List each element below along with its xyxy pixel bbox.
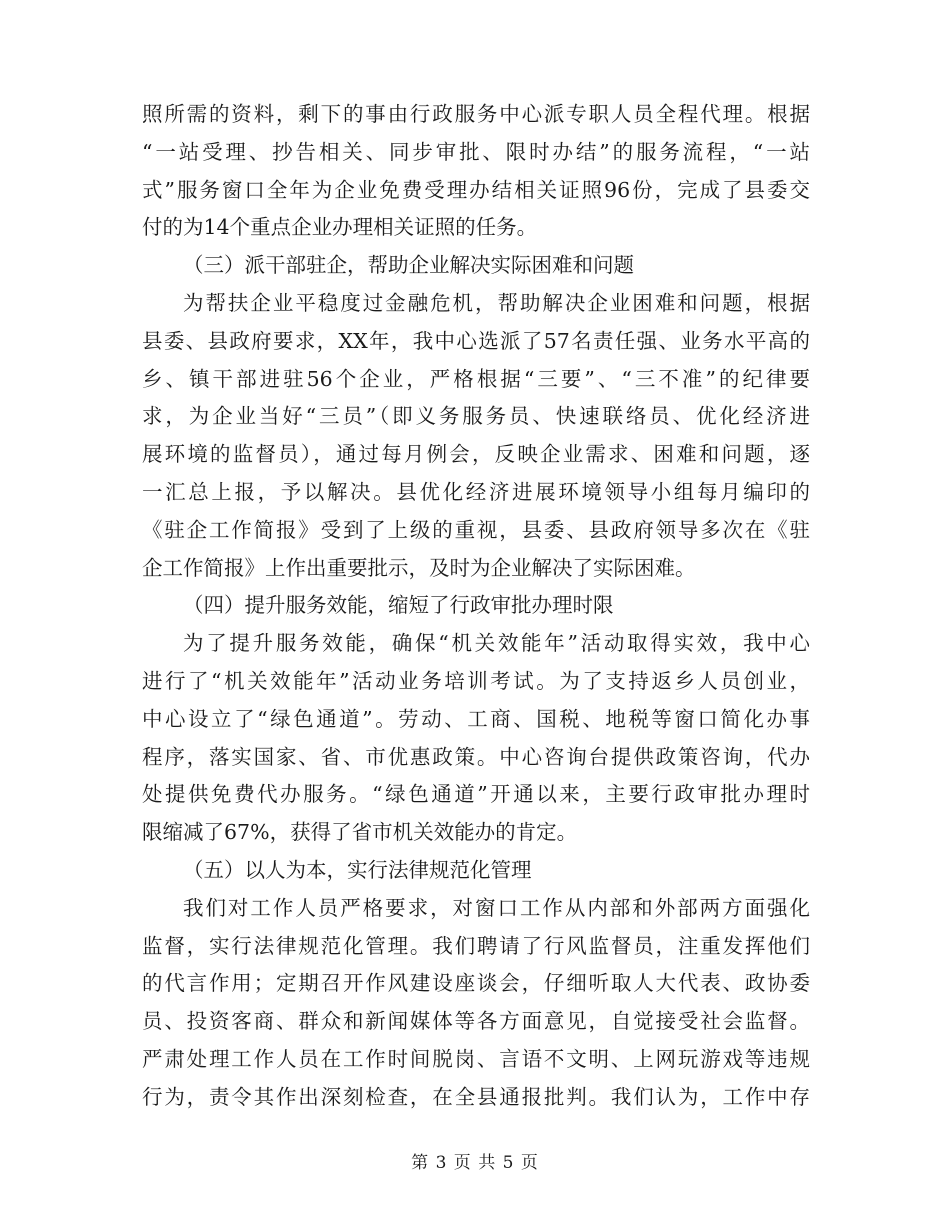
text-line: 中心设立了“绿色通道”。劳动、工商、国税、地税等窗口简化办事 bbox=[142, 706, 810, 731]
text-line: 的代言作用；定期召开作风建设座谈会，仔细听取人大代表、政协委 bbox=[142, 971, 810, 996]
page-footer: 第 3 页 共 5 页 bbox=[411, 1153, 539, 1173]
text-line: 为了提升服务效能，确保“机关效能年”活动取得实效，我中心 bbox=[183, 631, 810, 656]
text-line: 乡、镇干部进驻56个企业，严格根据“三要”、“三不准”的纪律要 bbox=[142, 366, 810, 391]
text-line: 进行了“机关效能年”活动业务培训考试。为了支持返乡人员创业， bbox=[142, 668, 810, 693]
text-line: 为帮扶企业平稳度过金融危机，帮助解决企业困难和问题，根据 bbox=[183, 290, 810, 315]
text-line: 付的为14个重点企业办理相关证照的任务。 bbox=[142, 215, 538, 240]
text-line: 县委、县政府要求，XX年，我中心选派了57名责任强、业务水平高的 bbox=[142, 328, 810, 353]
text-line: （三）派干部驻企，帮助企业解决实际困难和问题 bbox=[183, 253, 634, 278]
text-line: 员、投资客商、群众和新闻媒体等各方面意见，自觉接受社会监督。 bbox=[142, 1009, 810, 1034]
text-line: 式”服务窗口全年为企业免费受理办结相关证照96份，完成了县委交 bbox=[142, 177, 810, 202]
text-line: 求，为企业当好“三员”（即义务服务员、快速联络员、优化经济进 bbox=[142, 404, 810, 429]
text-line: 严肃处理工作人员在工作时间脱岗、言语不文明、上网玩游戏等违规 bbox=[142, 1046, 810, 1071]
text-line: 一汇总上报，予以解决。县优化经济进展环境领导小组每月编印的 bbox=[142, 479, 810, 504]
text-line: 展环境的监督员），通过每月例会，反映企业需求、困难和问题，逐 bbox=[142, 442, 810, 467]
text-line: （四）提升服务效能，缩短了行政审批办理时限 bbox=[183, 593, 614, 618]
text-line: 《驻企工作简报》受到了上级的重视，县委、县政府领导多次在《驻 bbox=[142, 517, 810, 542]
text-line: 企工作简报》上作出重要批示，及时为企业解决了实际困难。 bbox=[142, 555, 696, 580]
text-line: 限缩减了67%，获得了省市机关效能办的肯定。 bbox=[142, 820, 578, 845]
text-line: “一站受理、抄告相关、同步审批、限时办结”的服务流程，“一站 bbox=[142, 139, 810, 164]
text-line: 程序，落实国家、省、市优惠政策。中心咨询台提供政策咨询，代办 bbox=[142, 744, 810, 769]
text-line: 监督，实行法律规范化管理。我们聘请了行风监督员，注重发挥他们 bbox=[142, 933, 810, 958]
text-line: 处提供免费代办服务。“绿色通道”开通以来，主要行政审批办理时 bbox=[142, 782, 810, 807]
body-text bbox=[142, 96, 810, 1117]
text-line: 我们对工作人员严格要求，对窗口工作从内部和外部两方面强化 bbox=[183, 895, 810, 920]
text-line: 行为，责令其作出深刻检查，在全县通报批判。我们认为，工作中存 bbox=[142, 1084, 810, 1109]
text-line: 照所需的资料，剩下的事由行政服务中心派专职人员全程代理。根据 bbox=[142, 102, 810, 126]
text-line: （五）以人为本，实行法律规范化管理 bbox=[183, 857, 532, 882]
